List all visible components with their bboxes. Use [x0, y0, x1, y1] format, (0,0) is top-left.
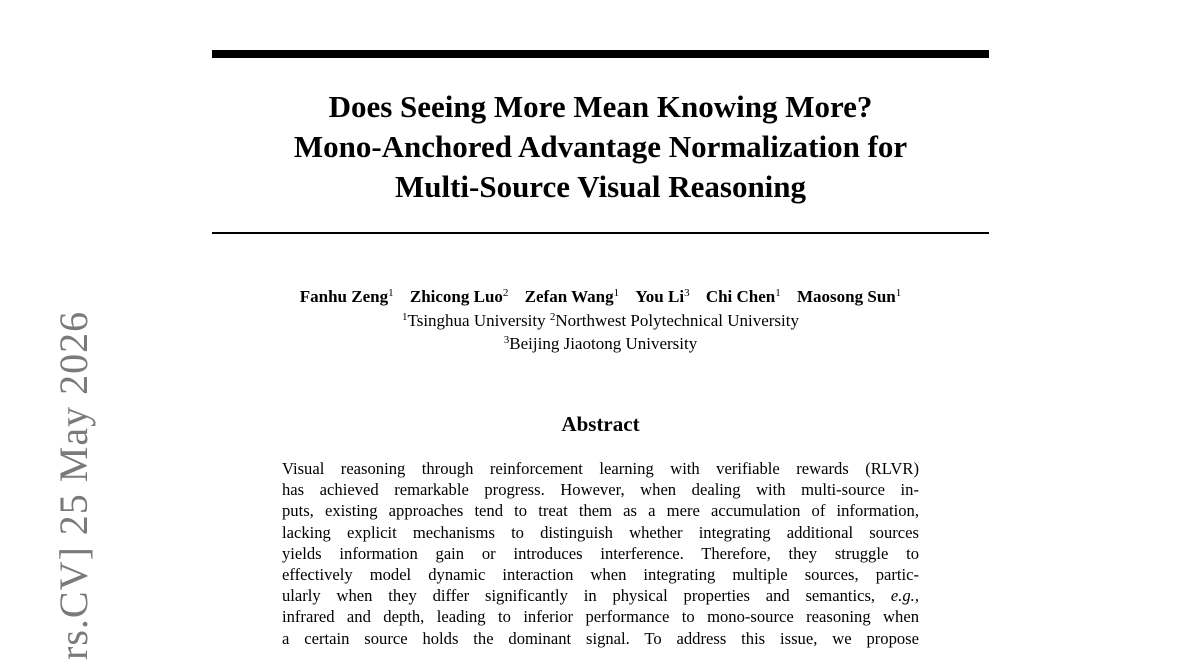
author-name: Fanhu Zeng [299, 287, 389, 306]
author-name: Zefan Wang [524, 287, 614, 306]
affiliation [550, 311, 799, 330]
abstract-line [282, 585, 919, 606]
affil-name: Tsinghua University [407, 311, 546, 330]
affiliation [402, 311, 546, 330]
affiliation [504, 334, 697, 353]
title-line-2: Mono-Anchored Advantage Normalization for [293, 129, 908, 164]
author-name: Zhicong Luo [409, 287, 503, 306]
affil-mark: 3 [503, 334, 510, 346]
affil-name: Northwest Polytechnical University [555, 311, 799, 330]
abstract-line: yields information gain or introduces interference. Therefore, they struggle to [282, 543, 919, 563]
author-list [212, 286, 989, 308]
abstract-line: a certain source holds the dominant signal. To address this issue, we propose [282, 628, 919, 648]
abstract-line: effectively model dynamic interaction when integrating multiple sources, partic- [282, 565, 919, 585]
title-bottom-rule [212, 232, 989, 234]
author [797, 287, 901, 306]
author-affil-mark: 3 [684, 287, 690, 299]
abstract-line: infrared and depth, leading to inferior performance to mono-source reasoning when [282, 607, 919, 627]
author [410, 287, 509, 306]
author-name: Chi Chen [705, 287, 776, 306]
title-line-1: Does Seeing More Mean Knowing More? [328, 89, 873, 124]
affil-mark: 1 [402, 311, 408, 323]
author-name: You Li [635, 287, 685, 306]
abstract-emphasis: e.g. [890, 586, 915, 606]
author-affil-mark: 2 [502, 287, 509, 299]
author-affil-mark: 1 [775, 287, 781, 299]
title-top-rule [212, 50, 989, 58]
author [300, 287, 394, 306]
author-affil-mark: 1 [895, 287, 902, 299]
author-name: Maosong Sun [797, 287, 896, 306]
title-line-3: Multi-Source Visual Reasoning [394, 169, 807, 204]
arxiv-identifier-stamp: rs.CV] 25 May 2026 [51, 310, 96, 660]
affil-name: Beijing Jiaotong University [509, 334, 698, 353]
author-affil-mark: 1 [388, 287, 394, 299]
abstract-heading: Abstract [561, 412, 640, 436]
abstract-text: , [914, 586, 919, 606]
abstract-line: lacking explicit mechanisms to distinguish whether integrating additional sources [282, 522, 919, 542]
author [635, 287, 689, 306]
abstract-body [282, 458, 919, 649]
abstract-line: puts, existing approaches tend to treat them as a mere accumulation of information, [282, 501, 919, 521]
paper-title [212, 87, 989, 207]
abstract-text: ularly when they differ significantly in physical properties and semantics, [282, 586, 891, 606]
author [706, 287, 781, 306]
affiliations-line-1 [212, 310, 989, 332]
abstract-line: Visual reasoning through reinforcement learning with verifiable rewards (RLVR) [282, 459, 919, 478]
author [525, 287, 619, 306]
author-affil-mark: 1 [613, 287, 620, 299]
affil-mark: 2 [549, 311, 556, 323]
affiliations-line-2 [212, 333, 989, 355]
abstract-line: has achieved remarkable progress. However, when dealing with multi-source in- [282, 480, 919, 500]
